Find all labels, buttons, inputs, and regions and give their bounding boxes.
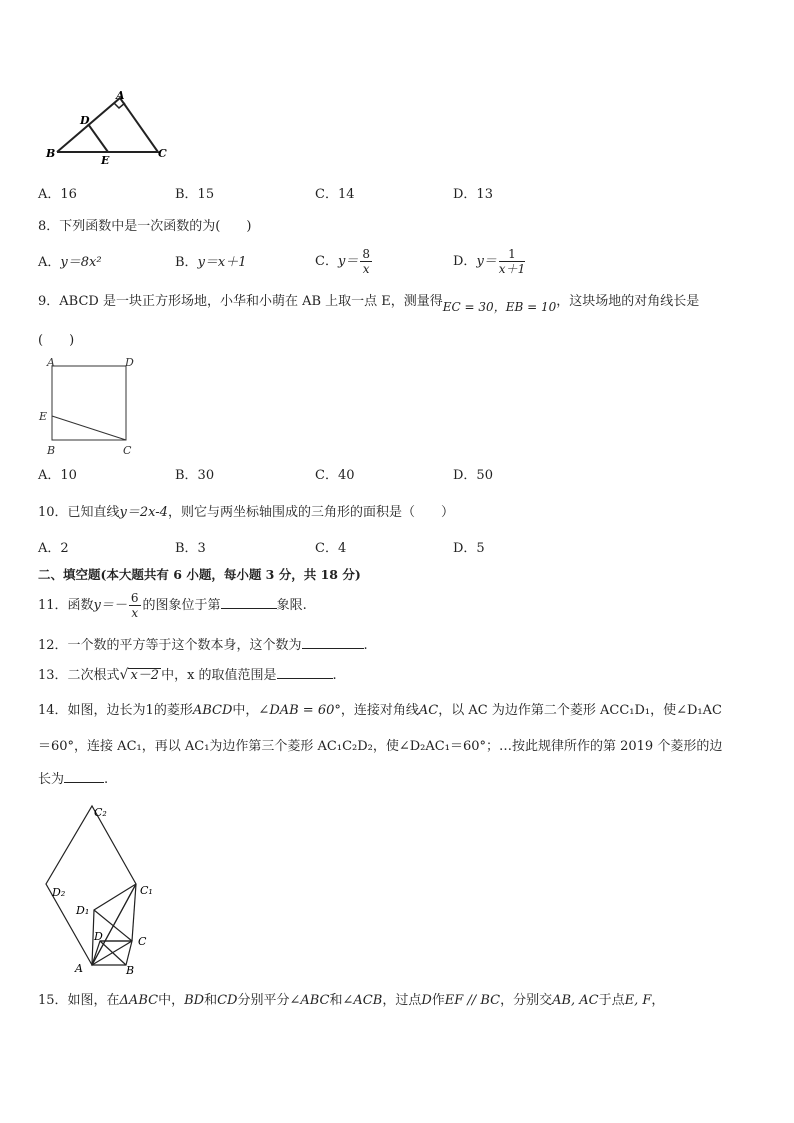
q15-part2: 中， (158, 993, 185, 1008)
q14-line3-end: . (104, 772, 109, 787)
q13-answer-blank[interactable] (277, 666, 333, 679)
q9-option-b: B．30 (175, 468, 215, 483)
q15-bd: BD (184, 993, 205, 1008)
q8-option-a-label: A． (38, 255, 61, 270)
q14-line3-a: 长为 (38, 772, 65, 787)
q15-part7: 于点 (598, 993, 625, 1008)
fig14-label-a: A (75, 962, 83, 975)
q11-part2: 的图象位于第 (142, 598, 221, 613)
q13-stem (38, 666, 337, 685)
q8-option-c-denominator: x (362, 262, 370, 276)
q8-option-d (453, 242, 527, 282)
fig14-label-b: B (126, 964, 135, 977)
q13-part2: 中，x 的取值范围是 (161, 668, 277, 683)
fig14-label-d2: D₂ (52, 886, 66, 899)
fig7-label-d: D (80, 114, 90, 127)
q12-stem (38, 636, 368, 655)
q14-line2: ＝60°，连接 AC₁，再以 AC₁为边作第三个菱形 AC₁C₂D₂，使∠D₂AC₁＝60°；…按此规律所作的第 2019 个菱形的边 (38, 739, 723, 754)
q11-part3: 象限. (276, 598, 307, 613)
q15-part6: ，分别交 (500, 993, 553, 1008)
q9-label-e: E (39, 410, 48, 423)
q15-part4: ，过点 (382, 993, 422, 1008)
q10-option-d: D．5 (453, 541, 485, 556)
q9-measure-math: EC = 30，EB = 10 (442, 300, 557, 314)
fig7-label-c: C (158, 147, 167, 160)
q10-stem-part1: 10．已知直线 (38, 505, 120, 520)
q8-option-c-label: C． (315, 254, 338, 269)
q15-part8: ， (651, 993, 665, 1008)
q9-label-a: A (47, 356, 55, 369)
q8-option-a-expr: y＝8x² (60, 255, 102, 270)
q8-option-d-numerator: 1 (499, 247, 525, 262)
q10-stem (38, 504, 454, 522)
q9-option-d: D．50 (453, 468, 493, 483)
fig7-label-a: A (116, 89, 125, 102)
fig14-label-c: C (138, 935, 147, 948)
q9-label-d: D (125, 356, 134, 369)
q14-line1-e: ，以 AC 为边作第二个菱形 ACC₁D₁，使∠D₁AC (438, 703, 722, 718)
q9-square-figure (36, 356, 146, 460)
q15-points-ef: E, F (624, 993, 652, 1008)
q14-line1-c: 中， (232, 703, 259, 718)
q14-rhombus-figure (40, 800, 170, 980)
q10-expr: y＝2x-4 (119, 505, 168, 520)
q9-label-c: C (123, 444, 132, 457)
q11-stem (38, 586, 307, 626)
q8-option-b (175, 254, 247, 272)
q9-stem-part1: 9．ABCD 是一块正方形场地，小华和小萌在 AB 上取一点 E，测量得 (38, 294, 443, 309)
q14-line1-ac: AC (418, 703, 439, 718)
q15-part1: 15．如图，在 (38, 993, 120, 1008)
q7-option-b: B．15 (175, 187, 215, 202)
q9-label-b: B (47, 444, 56, 457)
fig14-label-c2: C₂ (94, 806, 107, 819)
q14-line1-angle: ∠DAB = 60° (258, 703, 341, 718)
q15-and1: 和 (204, 993, 218, 1008)
q8-option-d-denominator: x＋1 (498, 262, 526, 276)
q11-fraction (129, 591, 141, 620)
q10-stem-part2: ，则它与两坐标轴围成的三角形的面积是（ ） (167, 505, 454, 520)
q14-line1-a: 14．如图，边长为 (38, 703, 146, 718)
q9-option-a: A．10 (38, 468, 77, 483)
q9-option-c: C．40 (315, 468, 355, 483)
q12-end: . (363, 638, 368, 653)
q7-triangle-figure (40, 86, 180, 166)
q15-stem (38, 992, 664, 1010)
q15-part5: 作 (431, 993, 445, 1008)
q13-part1: 13．二次根式 (38, 668, 120, 683)
q14-line3 (38, 770, 108, 789)
q8-option-c-numerator: 8 (362, 247, 370, 261)
q8-option-a (38, 254, 102, 272)
q15-ab-ac: AB, AC (552, 993, 599, 1008)
q9-stem-part2: ，这块场地的对角线长是 (556, 294, 700, 309)
sqrt-sign-icon: √ (119, 667, 129, 683)
q15-angle-acb: ∠ACB (342, 993, 383, 1008)
q8-option-c (315, 242, 374, 282)
fig14-label-d: D (94, 930, 103, 943)
q14-line1-d: ，连接对角线 (340, 703, 419, 718)
q11-answer-blank[interactable] (221, 596, 277, 609)
q8-option-d-fraction (499, 247, 525, 276)
q15-triangle: ΔABC (119, 993, 159, 1008)
q8-option-b-label: B． (175, 255, 198, 270)
q15-point-d: D (421, 993, 432, 1008)
q10-option-a: A．2 (38, 541, 69, 556)
q7-option-d: D．13 (453, 187, 493, 202)
q8-option-b-expr: y＝x＋1 (197, 255, 247, 270)
q8-option-c-fraction (360, 247, 372, 276)
q15-part3: 分别平分 (237, 993, 290, 1008)
q14-line1-one: 1 (145, 703, 154, 718)
q15-and2: 和 (329, 993, 343, 1008)
q15-cd: CD (217, 993, 238, 1008)
q15-angle-abc: ∠ABC (289, 993, 330, 1008)
q7-option-a: A．16 (38, 187, 77, 202)
q11-part1: 11．函数 (38, 598, 94, 613)
q15-ef-parallel: EF // BC (444, 993, 501, 1008)
q14-line1-abcd: ABCD (192, 703, 233, 718)
q8-option-c-lhs: y＝ (337, 254, 359, 269)
fig14-label-c1: C₁ (140, 884, 153, 897)
q14-line1 (38, 702, 722, 720)
q12-answer-blank[interactable] (302, 636, 364, 649)
q9-paren: ( ) (38, 333, 75, 348)
section2-title: 二、填空题(本大题共有 6 小题，每小题 3 分，共 18 分) (38, 567, 361, 582)
q8-stem: 8．下列函数中是一次函数的为( ) (38, 219, 252, 234)
q7-option-c: C．14 (315, 187, 355, 202)
q10-option-c: C．4 (315, 541, 347, 556)
q8-option-d-lhs: y＝ (476, 254, 497, 269)
q13-end: . (332, 668, 337, 683)
q12-text: 12．一个数的平方等于这个数本身，这个数为 (38, 638, 302, 653)
q13-radicand: x－2 (130, 668, 160, 683)
q11-numerator: 6 (130, 591, 139, 605)
q11-lhs: y＝－ (93, 598, 127, 613)
q14-answer-blank[interactable] (64, 770, 104, 783)
q14-line1-b: 的菱形 (153, 703, 193, 718)
fig7-label-b: B (46, 147, 56, 160)
q11-denominator: x (131, 606, 139, 620)
q9-stem (38, 292, 700, 314)
fig7-label-e: E (101, 154, 110, 166)
q10-option-b: B．3 (175, 541, 206, 556)
q8-option-d-label: D． (453, 254, 477, 269)
fig14-label-d1: D₁ (76, 904, 90, 917)
